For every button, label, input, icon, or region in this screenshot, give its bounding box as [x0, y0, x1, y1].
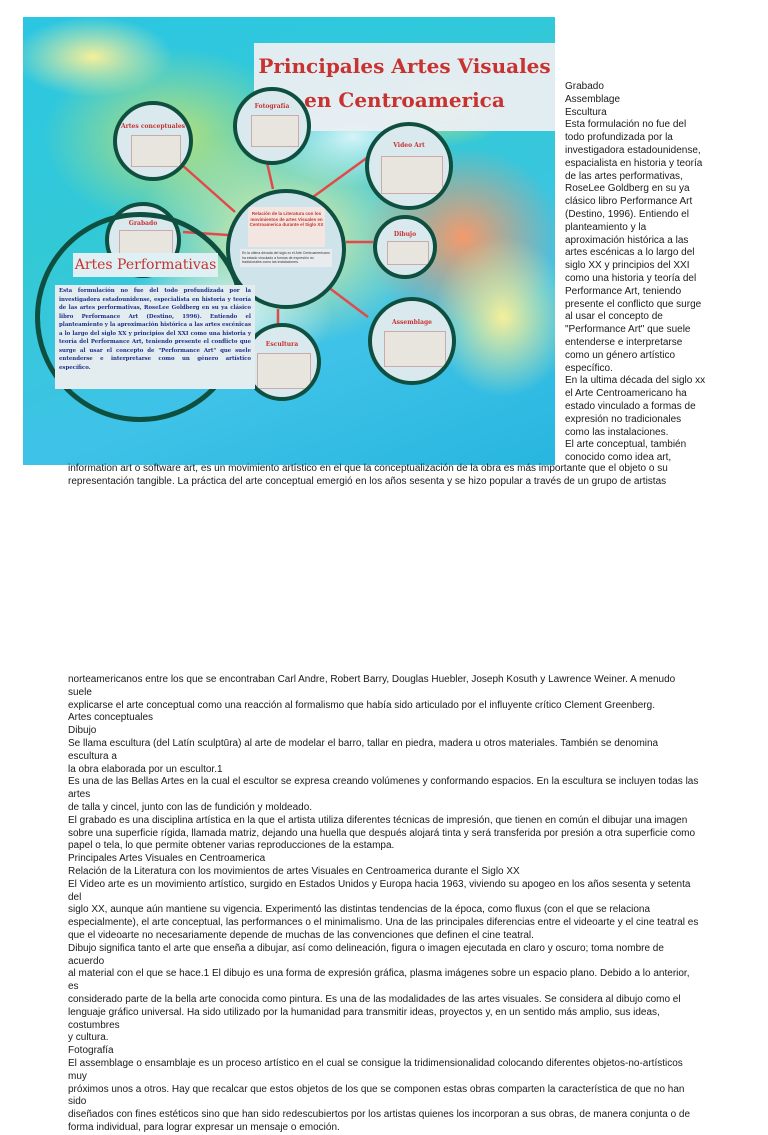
- body-line: de talla y cincel, junto con las de fundición y moldeado.: [68, 801, 313, 813]
- side-line: todo profundizada por la: [565, 132, 673, 144]
- side-line: Grabado: [565, 81, 604, 92]
- node-label: Assemblage: [392, 319, 432, 326]
- body-line: Se llama escultura (del Latín sculptūra) al arte de modelar el barro, tallar en piedra, madera u otros materiales. También se denomina escultura a: [68, 737, 659, 762]
- body-line: considerado parte de la bella arte conocida como pintura. Es una de las modalidades de las artes visuales. Se considera al dibujo como el: [68, 993, 681, 1005]
- side-line: Esta formulación no fue del: [565, 119, 687, 131]
- body-line: Dibujo significa tanto el arte que enseña a dibujar, así como delineación, figura o imagen ejecutada en claro y oscuro; toma nombre de acuerdo: [68, 942, 664, 967]
- side-line: planteamiento y la: [565, 221, 647, 233]
- body-line: El Video arte es un movimiento artístico, surgido en Estados Unidos y Europa hacia 1963, viviendo su apogeo en los años sesenta y setenta del: [68, 878, 691, 903]
- node-label: Escultura: [265, 341, 299, 348]
- node-label: Artes conceptuales: [120, 123, 186, 130]
- body-line: Artes conceptuales: [68, 712, 154, 724]
- side-line: al usar el concepto de: [565, 311, 663, 323]
- body-line: El assemblage o ensamblaje es un proceso artístico en el cual se consigue la tridimensionalidad colocando diferentes objetos-no-artísticos muy: [68, 1057, 683, 1082]
- side-line: presente el conflicto que surge: [565, 298, 702, 310]
- body-line: al material con el que se hace.1 El dibujo es una forma de expresión gráfica, plasma imágenes sobre un espacio plano. Debido a lo anterior, es: [68, 968, 690, 993]
- side-column: [565, 81, 740, 465]
- body-line: Relación de la Literatura con los movimientos de artes Visuales en Centroamerica durante el Siglo XX: [68, 865, 520, 877]
- side-line: conocido como idea art,: [565, 452, 672, 464]
- body-line: especialmente), el arte conceptual, las performances o el minimalismo. Una de las principales diferencias entre el videoarte y el cine teatral es: [68, 917, 699, 929]
- node-label: Fotografía: [254, 103, 290, 110]
- side-line: como una historia y teoría del: [565, 272, 697, 284]
- side-line: (Destino, 1996). Entiendo el: [565, 208, 689, 220]
- side-line: artes escénicas a lo largo del: [565, 247, 695, 259]
- artes-performativas-text: Esta formulación no fue del todo profundizada por la investigadora estadounidense, especialista en historia y teoría de las artes performativas, RoseLee Goldberg en su ya clásico libro Performance Art (Destino, 1996). Entiendo el planteamiento y la aproximación histórica a las artes escénicas a lo largo del siglo XX y principios del XXI como una historia y teoría del Performance Art, teniendo presente el conflicto que surge al usar el concepto de "Performance Art" que suele entenderse e interpretarse como un género artístico específico.: [55, 285, 255, 389]
- side-line: siglo XX y principios del XXI: [565, 260, 690, 272]
- node-label: Video Art: [393, 142, 425, 149]
- node-fotografia: [233, 87, 311, 165]
- side-line: espacialista en historia y teoría: [565, 157, 703, 169]
- side-line: El arte conceptual, también: [565, 439, 687, 451]
- body-line: Principales Artes Visuales en Centroamerica: [68, 853, 266, 865]
- side-line: En la ultima década del siglo xx: [565, 375, 706, 387]
- node-label: Dibujo: [393, 231, 417, 238]
- body-line: papel o tela, lo que permite obtener varias reproducciones de la estampa.: [68, 840, 395, 852]
- body-line: lenguaje gráfico universal. Ha sido utilizado por la humanidad para transmitir ideas, proyectos y, en un sentido más amplio, sus ideas, costumbres: [68, 1006, 660, 1031]
- center-title: Relación de la Literatura con los movimientos de artes Visuales en Centroamerica durante el Siglo XX: [248, 207, 325, 247]
- side-line: Escultura: [565, 106, 607, 118]
- intro-paragraph: information art o software art, es un movimiento artístico en el que la conceptualización de la obra es más importante que el objeto o su representación tangible. La práctica del arte conceptual emergió en los años sesenta y se hizo popular a través de un grupo de artistas: [68, 463, 668, 487]
- side-line: como un género artístico: [565, 349, 676, 361]
- node-label: Grabado: [128, 220, 158, 227]
- side-line: específico.: [565, 362, 613, 374]
- side-line: RoseLee Goldberg en su ya: [565, 183, 690, 195]
- body-line: El grabado es una disciplina artística en la que el artista utiliza diferentes técnicas de impresión, que tienen en común el dibujar una imagen: [68, 814, 688, 826]
- side-line: aproximación histórica a las: [565, 234, 689, 246]
- center-subtext: En la ultima década del siglo xx el Arte Centroamericano ha estado vinculado a formas de expresión no tradicionales como las instalaciones.: [240, 249, 332, 267]
- body-line: y cultura.: [68, 1032, 109, 1044]
- body-line: Fotografía: [68, 1045, 114, 1057]
- node-artes-conceptuales: [113, 101, 193, 181]
- body-line: siglo XX, aunque aún mantiene su vigencia. Experimentó las distintas tendencias de la época, como fluxus (con el que se relaciona: [68, 904, 651, 916]
- side-line: expresión no tradicionales: [565, 413, 682, 425]
- side-line: el Arte Centroamericano ha: [565, 388, 687, 400]
- prezi-title: Principales Artes Visuales en Centroamerica: [258, 54, 551, 112]
- body-line: Dibujo: [68, 725, 97, 737]
- body-line: explicarse el arte conceptual como una reacción al formalismo que había sido articulado por el influyente crítico Clement Greenberg.: [68, 699, 655, 711]
- side-line: estado vinculado a formas de: [565, 400, 696, 412]
- side-line: "Performance Art" que suele: [565, 324, 691, 336]
- body-line: sobre una superficie rígida, llamada matriz, dejando una huella que después alojará tinta y será transferida por presión a otra superficie como: [68, 827, 696, 839]
- body-line: diseñados con fines estéticos sino que han sido redescubiertos por los artistas quienes los incorporan a sus obras, de manera conjunta o de: [68, 1109, 691, 1121]
- body-line: norteamericanos entre los que se encontraban Carl Andre, Robert Barry, Douglas Huebler, Joseph Kosuth y Lawrence Weiner. A menudo suele: [68, 674, 676, 698]
- body-line: Es una de las Bellas Artes en la cual el escultor se expresa creando volúmenes y conformando espacios. En la escultura se incluyen todas las artes: [68, 776, 699, 801]
- side-line: Assemblage: [565, 93, 621, 105]
- side-line: como las instalaciones.: [565, 426, 669, 438]
- body-line: que el videoarte no necesariamente depende de muchas de las convenciones que definen el cine teatral.: [68, 929, 534, 941]
- body-line: próximos unos a otros. Hay que recalcar que estos objetos de los que se componen estas obras comparten la característica de que no han sido: [68, 1083, 685, 1108]
- side-line: investigadora estadounidense,: [565, 144, 701, 156]
- node-video-art: [365, 122, 453, 210]
- side-line: clásico libro Performance Art: [565, 196, 693, 208]
- node-assemblage: [368, 297, 456, 385]
- side-line: Performance Art, teniendo: [565, 285, 682, 297]
- body-line: la obra elaborada por un escultor.1: [68, 763, 223, 775]
- side-line: de las artes performativas,: [565, 170, 683, 182]
- node-dibujo: [373, 215, 437, 279]
- body-text: [68, 674, 700, 1135]
- prezi-image: [23, 17, 555, 465]
- body-line: forma individual, para lograr expresar un mensaje o emoción.: [68, 1121, 340, 1133]
- side-line: entenderse e interpretarse: [565, 336, 683, 348]
- artes-performativas-title: Artes Performativas: [73, 253, 218, 277]
